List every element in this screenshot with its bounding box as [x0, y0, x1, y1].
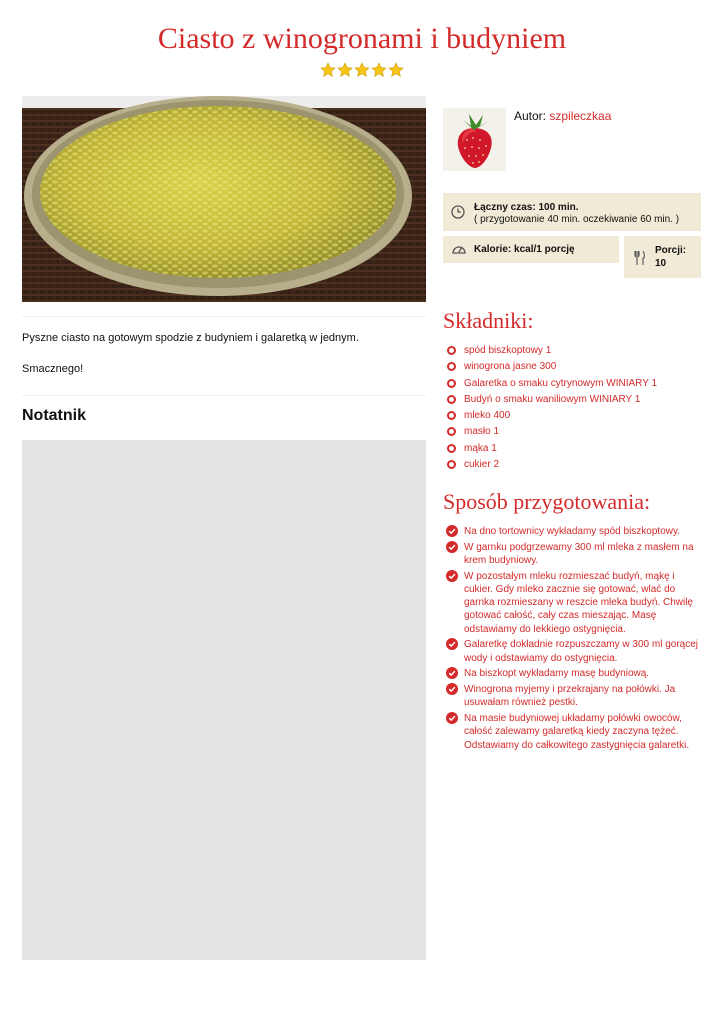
step-text: Na masie budyniowej układamy połówki owoców, całość zalewamy galaretką kiedy zaczyna tężeć. Odstawiamy do całkowitego zastygnięcia galaretki. — [464, 713, 690, 751]
step-text: Winogrona myjemy i przekrajany na połówki. Ja usuwałam również pestki. — [464, 684, 676, 709]
preparation-steps — [446, 525, 706, 754]
ingredient-text: Galaretka o smaku cytrynowym WINIARY 1 — [464, 377, 658, 389]
star-icon — [320, 62, 336, 78]
step-item — [446, 667, 706, 680]
calories-box — [443, 236, 619, 263]
step-item — [446, 525, 706, 538]
step-text: Na biszkopt wykładamy masę budyniową. — [464, 668, 650, 680]
check-circle-icon — [446, 683, 458, 695]
recipe-photo — [22, 96, 426, 302]
ingredient-text: Budyń o smaku waniliowym WINIARY 1 — [464, 393, 641, 405]
step-item — [446, 638, 706, 664]
rating-stars — [320, 62, 404, 78]
step-text: Galaretkę dokładnie rozpuszczamy w 300 ml gorącej wody i odstawiamy do ostygnięcia. — [464, 639, 698, 664]
check-circle-icon — [446, 570, 458, 582]
time-box — [443, 193, 701, 231]
step-text: W pozostałym mleku rozmieszać budyń, mąkę i cukier. Gdy mleko zacznie się gotować, wlać do garnka rozmieszany w reszcie mleka budyń. Chwilę gotować całość, cały czas mieszając. Masę odstawiamy do lekkiego ostygnięcia. — [464, 570, 693, 635]
author-avatar — [443, 108, 506, 171]
ingredient-text: cukier 2 — [464, 459, 500, 471]
step-item — [446, 712, 706, 752]
author-label: Autor: — [514, 109, 547, 123]
ring-bullet-icon — [447, 427, 456, 436]
check-circle-icon — [446, 667, 458, 679]
notes-title: Notatnik — [22, 407, 86, 424]
time-detail: ( przygotowanie 40 min. oczekiwanie 60 min. ) — [474, 214, 680, 225]
total-time: Łączny czas: 100 min. — [474, 202, 579, 213]
ring-bullet-icon — [447, 460, 456, 469]
ring-bullet-icon — [447, 362, 456, 371]
ingredient-item — [447, 441, 657, 457]
preparation-title: Sposób przygotowania: — [443, 489, 651, 514]
description-closing: Smacznego! — [22, 363, 84, 375]
ingredient-text: masło 1 — [464, 426, 500, 438]
star-icon — [371, 62, 387, 78]
clock-icon — [451, 205, 465, 219]
ring-bullet-icon — [447, 379, 456, 388]
ingredients-title: Składniki: — [443, 308, 534, 333]
step-text: Na dno tortownicy wykładamy spód biszkoptowy. — [464, 526, 681, 537]
ring-bullet-icon — [447, 395, 456, 404]
ingredient-text: spód biszkoptowy 1 — [464, 345, 552, 356]
step-item — [446, 570, 706, 636]
description-text: Pyszne ciasto na gotowym spodzie z budyniem i galaretką w jednym. — [22, 332, 359, 344]
ingredient-item — [447, 376, 657, 392]
star-icon — [337, 62, 353, 78]
step-text: W garnku podgrzewamy 300 ml mleka z masłem na krem budyniowy. — [464, 541, 694, 566]
step-item — [446, 683, 706, 709]
ingredient-item — [447, 392, 657, 408]
ingredient-text: winogrona jasne 300 — [464, 361, 557, 373]
check-circle-icon — [446, 638, 458, 650]
star-icon — [354, 62, 370, 78]
check-circle-icon — [446, 525, 458, 537]
check-circle-icon — [446, 712, 458, 724]
ingredients-list — [447, 343, 657, 473]
ingredient-text: mąka 1 — [464, 442, 497, 454]
ingredient-item — [447, 408, 657, 424]
ring-bullet-icon — [447, 411, 456, 420]
ingredient-text: mleko 400 — [464, 410, 511, 422]
ring-bullet-icon — [447, 444, 456, 453]
gauge-icon — [451, 242, 467, 256]
star-icon — [388, 62, 404, 78]
ring-bullet-icon — [447, 346, 456, 355]
ingredient-item — [447, 457, 657, 473]
notes-area[interactable] — [22, 440, 426, 960]
recipe-title: Ciasto z winogronami i budyniem — [157, 22, 567, 55]
check-circle-icon — [446, 541, 458, 553]
portions-value: 10 — [655, 258, 667, 269]
recipe-description — [22, 316, 426, 396]
ingredient-item — [447, 343, 657, 359]
author-link[interactable]: szpileczkaa — [549, 109, 612, 123]
portions-label: Porcji: — [655, 245, 687, 256]
portions-box — [624, 236, 701, 278]
author-line — [514, 109, 611, 123]
step-item — [446, 541, 706, 567]
calories-text: Kalorie: kcal/1 porcję — [474, 244, 575, 255]
ingredient-item — [447, 424, 657, 440]
ingredient-item — [447, 359, 657, 375]
fork-knife-icon — [634, 250, 646, 266]
